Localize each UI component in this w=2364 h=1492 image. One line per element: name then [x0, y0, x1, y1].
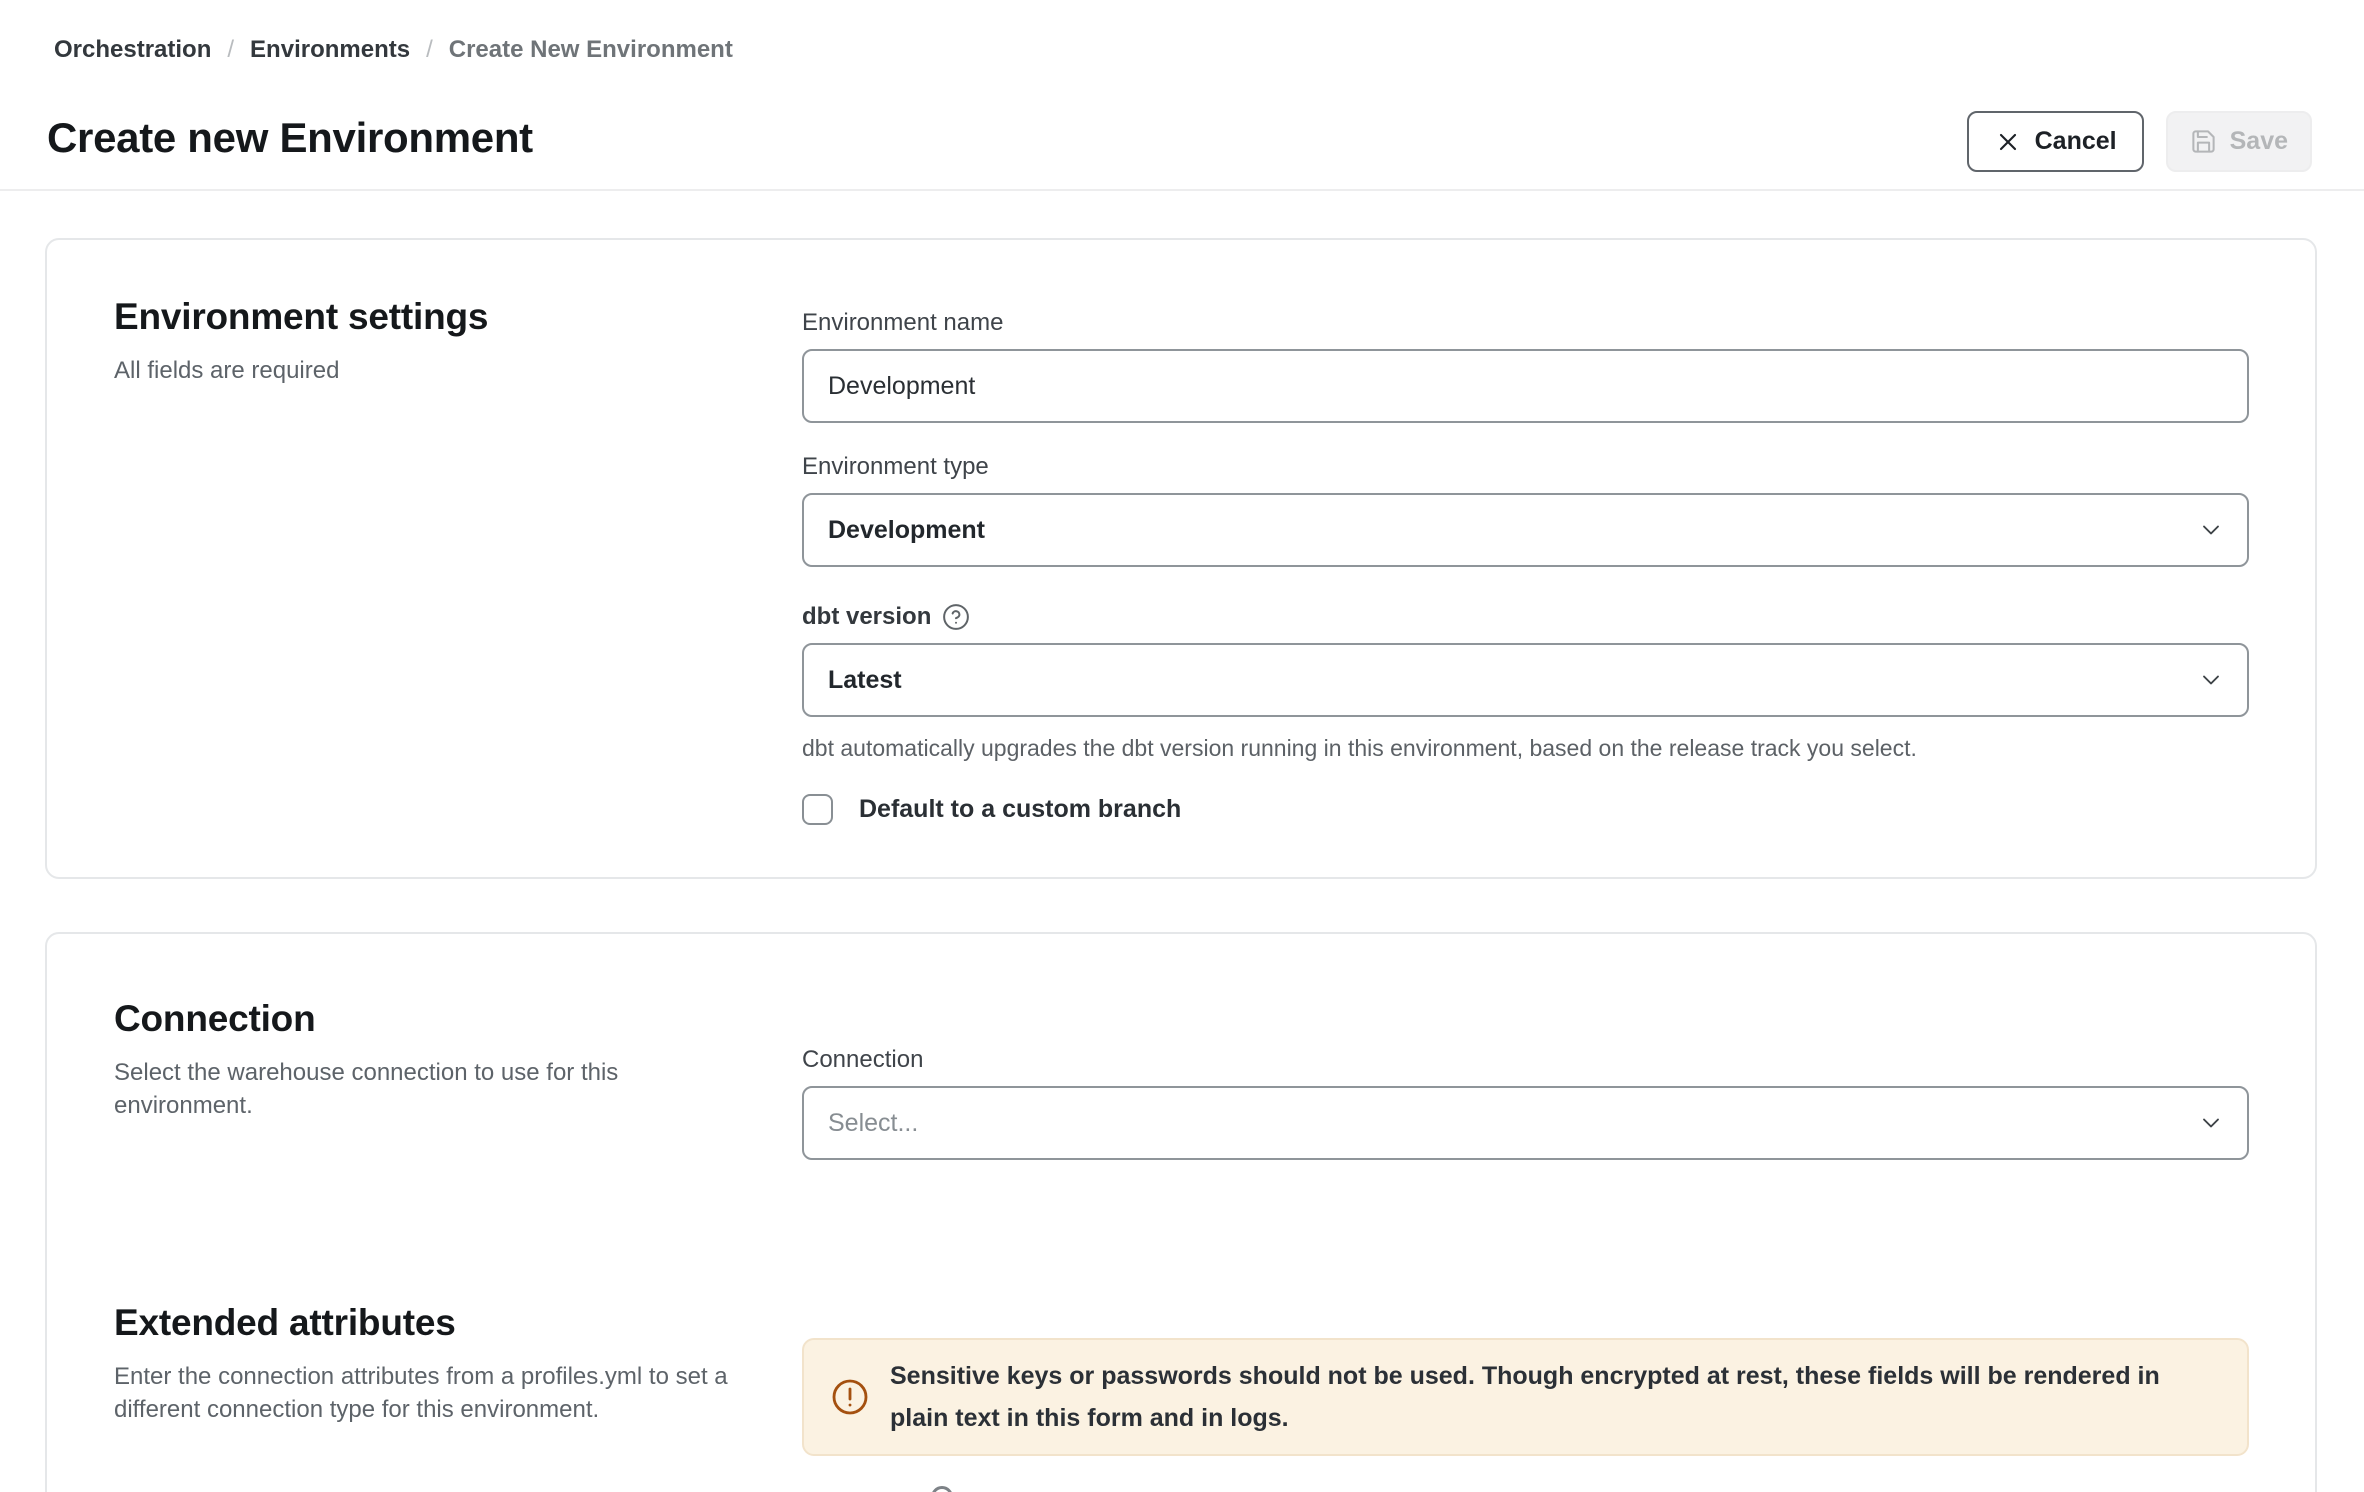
breadcrumb-orchestration[interactable]: Orchestration — [54, 36, 212, 63]
environment-type-select[interactable] — [802, 493, 2249, 567]
chevron-down-icon — [2197, 666, 2225, 694]
breadcrumb-current-page: Create New Environment — [448, 36, 733, 63]
dbt-version-value: Latest — [828, 665, 902, 694]
connection-title: Connection — [114, 998, 316, 1039]
page-title: Create new Environment — [47, 114, 533, 161]
help-circle-icon[interactable] — [941, 602, 971, 632]
save-button-label: Save — [2229, 127, 2288, 155]
chevron-down-icon — [2197, 1109, 2225, 1137]
environment-settings-card — [45, 238, 2317, 879]
environment-type-value: Development — [828, 515, 985, 544]
custom-branch-checkbox[interactable] — [802, 794, 833, 825]
save-icon — [2190, 128, 2217, 155]
close-icon — [1994, 128, 2022, 156]
sensitive-keys-warning-banner — [802, 1338, 2249, 1456]
connection-placeholder: Select... — [828, 1108, 919, 1137]
custom-branch-label: Default to a custom branch — [859, 795, 1182, 823]
save-button[interactable] — [2166, 111, 2312, 172]
connection-description: Select the warehouse connection to use for this environment. — [114, 1059, 619, 1119]
connection-card — [45, 932, 2317, 1492]
dbt-version-helper-text: dbt automatically upgrades the dbt version running in this environment, based on the release track you select. — [802, 735, 1917, 761]
connection-field-label: Connection — [802, 1046, 924, 1073]
breadcrumb-separator: / — [227, 36, 235, 63]
header-divider — [0, 189, 2364, 191]
alert-circle-icon — [830, 1377, 870, 1417]
custom-branch-row — [802, 794, 2249, 825]
header-actions — [1967, 111, 2312, 172]
environment-settings-title: Environment settings — [114, 296, 489, 337]
cancel-button-label: Cancel — [2034, 127, 2117, 155]
extended-attributes-title: Extended attributes — [114, 1302, 456, 1343]
breadcrumb-separator: / — [426, 36, 433, 63]
dbt-version-label: dbt version — [802, 603, 932, 630]
chevron-down-icon — [2197, 516, 2225, 544]
sensitive-keys-warning-text: Sensitive keys or passwords should not be used. Though encrypted at rest, these fields will be rendered in plain text in this form and in logs. — [890, 1362, 2160, 1432]
connection-select[interactable] — [802, 1086, 2249, 1160]
breadcrumb-environments[interactable]: Environments — [250, 36, 411, 63]
environment-name-label: Environment name — [802, 309, 1004, 336]
extended-attributes-description: Enter the connection attributes from a profiles.yml to set a different connection type for this environment. — [114, 1363, 728, 1423]
cancel-button[interactable] — [1967, 111, 2144, 172]
dbt-version-select[interactable] — [802, 643, 2249, 717]
breadcrumb — [54, 36, 733, 64]
environment-settings-subtitle: All fields are required — [114, 357, 340, 384]
environment-name-input[interactable] — [802, 349, 2249, 423]
environment-type-label: Environment type — [802, 453, 989, 480]
